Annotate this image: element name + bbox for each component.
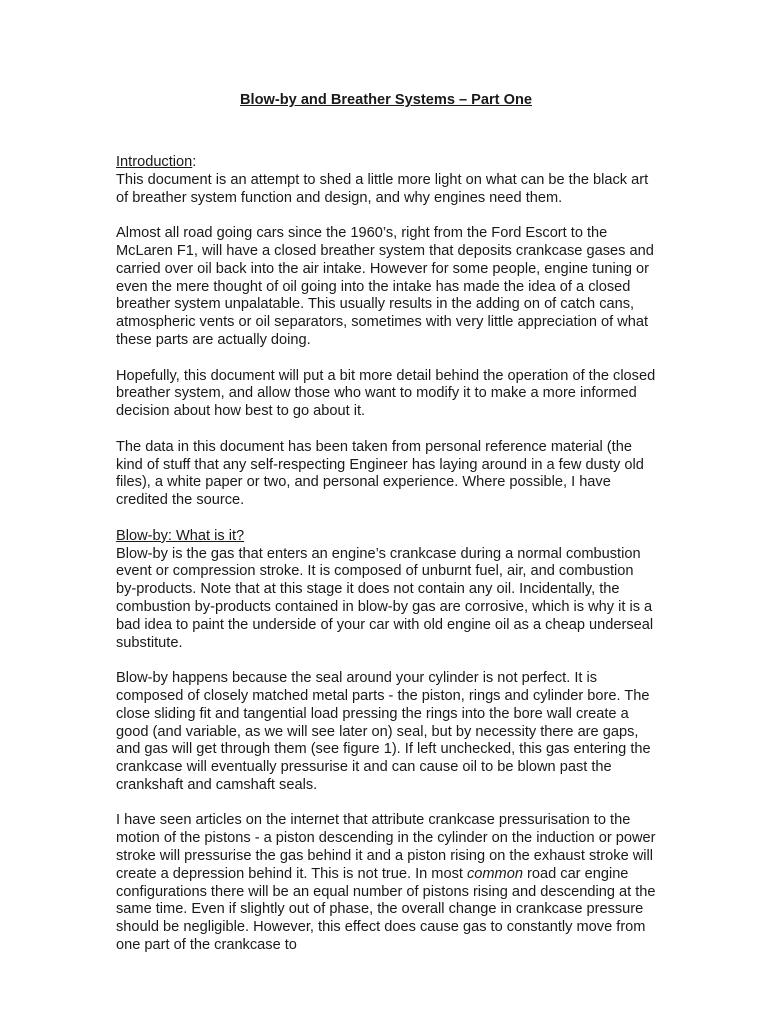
intro-heading-suffix: : — [192, 154, 197, 170]
intro-paragraph-3: Hopefully, this document will put a bit more detail behind the operation of the closed breather system, and allow those who want to modify it to make a more informed decision about how best to go about it. — [116, 367, 656, 420]
blowby-heading: Blow-by: What is it? — [116, 527, 245, 544]
blowby-paragraph-3-part-b: road car engine configurations there will be an equal number of pistons rising and descending at the same time. Even if slightly out of phase, the overall change in crankcase pressure should be negligible. However, this effect does cause gas to constantly move from one part of the crankcase to — [116, 865, 656, 954]
document-title: Blow-by and Breather Systems – Part One — [240, 92, 532, 108]
blowby-paragraph-2: Blow-by happens because the seal around your cylinder is not perfect. It is composed of closely matched metal parts - the piston, rings and cylinder bore. The close sliding fit and tangential load pressing the rings into the bore wall create a good (and variable, as we will see later on) seal, but by necessity there are gaps, and gas will get through them (see figure 1). If left unchecked, this gas entering the crankcase will eventually pressurise it and can cause oil to be blown past the crankshaft and camshaft seals. — [116, 670, 651, 793]
blowby-paragraph-3 — [116, 812, 656, 954]
intro-paragraph-4: The data in this document has been taken from personal reference material (the kind of stuff that any self-respecting Engineer has laying around in a few dusty old files), a white paper or two, and personal experience. Where possible, I have credited the source. — [116, 438, 644, 509]
intro-heading: Introduction — [116, 154, 193, 170]
intro-paragraph-1: This document is an attempt to shed a little more light on what can be the black art of breather system function and design, and why engines need them. — [116, 171, 649, 206]
document-page — [116, 91, 656, 973]
blowby-paragraph-3-emphasis: common — [466, 865, 523, 882]
intro-paragraph-2: Almost all road going cars since the 1960’s, right from the Ford Escort to the McLaren F1, will have a closed breather system that deposits crankcase gases and carried over oil back into the air intake. However for some people, engine tuning or even the mere thought of oil going into the intake has made the idea of a closed breather system unpalatable. This usually results in the adding on of catch cans, atmospheric vents or oil separators, sometimes with very little appreciation of what these parts are actually doing. — [116, 225, 654, 348]
intro-section — [116, 154, 656, 207]
blowby-paragraph-3-part-a: I have seen articles on the internet that attribute crankcase pressurisation to the motion of the pistons - a piston descending in the cylinder on the induction or power stroke will pressurise the gas behind it and a piston rising on the exhaust stroke will create a depression behind it. This is not true. In most — [116, 812, 656, 882]
blowby-section — [116, 528, 656, 653]
blowby-paragraph-1: Blow-by is the gas that enters an engine’s crankcase during a normal combustion event or compression stroke. It is composed of unburnt fuel, air, and combustion by-products. Note that at this stage it does not contain any oil. Incidentally, the combustion by-products contained in blow-by gas are corrosive, which is why it is a bad idea to paint the underside of your car with old engine oil as a cheap underseal substitute. — [116, 545, 654, 651]
